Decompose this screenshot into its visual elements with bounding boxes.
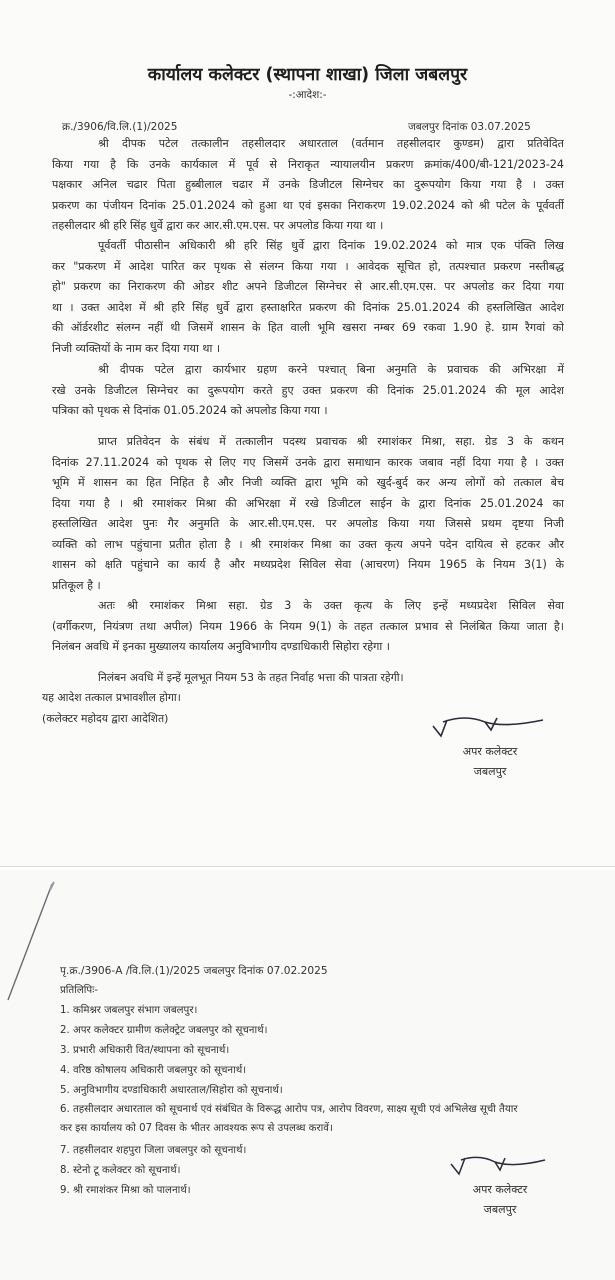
office-title: कार्यालय कलेक्टर (स्थापना शाखा) जिला जबलपुर (147, 65, 468, 85)
copy-list-item: 4. वरिष्ठ कोषालय अधिकारी जबलपुर को सूचनार्थ। (60, 1065, 247, 1076)
paragraph-1 (52, 134, 564, 237)
paragraph-line: पत्रिका को पृथक से दिनांक 01.05.2024 को अपलोड किया गया । (52, 404, 328, 417)
paragraph-line: था । उक्त आदेश में श्री हरि सिंह धुर्वे द्वारा हस्ताक्षरित प्रकरण की दिनांक 25.01.2024 की हस्तलिखित आदेश (52, 300, 564, 314)
paragraph-line: पूर्ववर्ती पीठासीन अधिकारी श्री हरि सिंह धुर्वे द्वारा दिनांक 19.02.2024 को मात्र एक पंक्ति लिख (98, 239, 564, 252)
signature-block (420, 712, 560, 782)
paragraph-line: हो" प्रकरण का निराकरण की ओडर शीट अपने डिजीटल सिग्नेचर से आर.सी.एम.एस. पर अपलोड कर दिया गया (52, 280, 564, 293)
paragraph-line: व्यक्ति को लाभ पहुंचाना प्रतीत होता है । श्री रमाशंकर मिश्रा का उक्त कृत्य अपने पदेन दायित्व से हटकर और (52, 537, 564, 551)
paragraph-line: प्रतिकूल है । (52, 578, 101, 592)
paragraph-line: दिया गया है । श्री रमाशंकर मिश्रा की अभिरक्षा में रखे डिजीटल साईन के द्वारा दिनांक 25.01.2024 का (52, 496, 564, 510)
ordered-by-note: (कलेक्टर महोदय द्वारा आदेशित) (42, 712, 169, 725)
signature-block-2 (440, 1152, 560, 1220)
paragraph-line: शासन को क्षति पहुंचाने का कार्य है और मध्यप्रदेश सिविल सेवा (आचरण) नियम 1965 के नियम 3(1) के (52, 558, 564, 571)
paragraph-line: अतः श्री रमाशंकर मिश्रा सहा. ग्रेड 3 के उक्त कृत्य के लिए इन्हें मध्यप्रदेश सिविल सेवा (98, 599, 564, 612)
copy-list-item: 3. प्रभारी अधिकारी वित/स्थापना को सूचनार्थ। (60, 1045, 230, 1056)
paragraph-line: रखे उनके डिजीटल सिग्नेचर का दुरूपयोग करते हुए उक्त प्रकरण की दिनांक 25.01.2024 की मूल आदेश (52, 383, 564, 397)
handwritten-signature (425, 712, 555, 742)
paragraph-line: निलंबन अवधि में इनका मुख्यालय कार्यालय अनुविभागीय दण्डाधिकारी सिहोरा रहेगा । (52, 640, 390, 653)
order-heading: -:आदेश:- (288, 89, 327, 101)
paragraph-line: निजी व्यक्तियों के नाम कर दिया गया था । (52, 341, 221, 355)
signatory-title: अपर कलेक्टर (472, 1183, 528, 1196)
paragraph-3 (52, 360, 564, 422)
effective-note: यह आदेश तत्काल प्रभावशील होगा। (42, 691, 181, 704)
copy-list-item: 7. तहसीलदार शहपुरा जिला जबलपुर को सूचनार्थ। (60, 1145, 247, 1156)
paragraph-5 (52, 596, 564, 658)
paragraph-line: भूमि में शासन का हित निहित है और निजी व्यक्ति द्वारा भूमि को खुर्द-बुर्द कर अन्य लोगों को तत्काल बेच (52, 476, 564, 489)
paragraph-line: किया गया है कि उनके कार्यकाल में पूर्व से निराकृत न्यायालयीन प्रकरण क्रमांक/400/बी-121/2023-24 (52, 157, 564, 171)
paragraph-line: दिनांक 27.11.2024 को पृथक से लिए गए जिसमें उनके द्वारा समाधान कारक जबाव नहीं दिया गया है । उक्त (52, 455, 564, 469)
paragraph-line: कर "प्रकरण में आदेश पारित कर पृथक से संलग्न किया गया । आवेदक सूचित हो, तत्पश्चात प्रकरण नस्तीबद्ध (52, 259, 564, 273)
subsistence-allowance-note: निलंबन अवधि में इन्हें मूलभूत नियम 53 के तहत निर्वाह भत्ता की पात्रता रहेगी। (98, 671, 404, 684)
paragraph-line: हस्तलिखित आदेश पुनः गैर अनुमति के आर.सी.एम.एस. पर अपलोड किया गया जिससे प्रथम दृष्टया निजी (52, 517, 564, 530)
copy-list-item: 5. अनुविभागीय दण्डाधिकारी अधारताल/सिहोरा को सूचनार्थ। (60, 1085, 283, 1096)
copy-list-item: 9. श्री रमाशंकर मिश्रा को पालनार्थ। (60, 1185, 191, 1196)
paragraph-line: (वर्गीकरण, नियंत्रण तथा अपील) नियम 1966 के नियम 9(1) के तहत तत्काल प्रभाव से निलंबित किया जाता है। (52, 619, 564, 633)
handwritten-signature (445, 1152, 555, 1180)
paragraph-line: पक्षकार अनिल चढार पिता हुब्बीलाल चढार में उनके डिजीटल सिग्नेचर का दुरूपयोग किया गया है । उक्त (52, 178, 564, 191)
copy-list-item: 1. कमिश्नर जबलपुर संभाग जबलपुर। (60, 1005, 198, 1016)
copy-list-item: 8. स्टेनो टू कलेक्टर को सूचनार्थ। (60, 1165, 181, 1176)
paragraph-line: तहसीलदार श्री हरि सिंह धुर्वे द्वारा कर आर.सी.एम.एस. पर अपलोड किया गया था । (52, 219, 384, 232)
paragraph-line: श्री दीपक पटेल तत्कालीन तहसीलदार अधारताल (वर्तमान तहसीलदार कुण्डम) द्वारा प्रतिवेदित (98, 137, 564, 150)
paragraph-2 (52, 236, 564, 359)
order-page-2 (0, 870, 615, 1280)
signatory-place: जबलपुर (473, 765, 507, 778)
endorsement-ref: पृ.क्र./3906-A /वि.लि.(1)/2025 जबलपुर दिनांक 07.02.2025 (60, 965, 328, 977)
pen-stroke-mark (0, 880, 60, 1020)
order-ref-number: क्र./3906/वि.लि.(1)/2025 (62, 121, 178, 133)
copy-to-heading: प्रतिलिपिः- (60, 985, 98, 996)
copy-list-item: 6. तहसीलदार अधारताल को सूचनार्थ एवं संबंधित के विरूद्ध आरोप पत्र, आरोप विवरण, साक्ष्य सूची एवं अभिलेख सूची तैयार कर इस कार्यालय को 07 दिवस के भीतर आवश्यक रूप से उपलब्ध करावें। (60, 1104, 518, 1134)
paragraph-line: प्रकरण का पंजीयन दिनांक 25.01.2024 को हुआ था एवं इसका निराकरण 19.02.2024 को श्री पटेल के पूर्ववर्ती (52, 198, 564, 212)
signatory-title: अपर कलेक्टर (462, 745, 518, 758)
paragraph-line: प्राप्त प्रतिवेदन के संबंध में तत्कालीन पदस्थ प्रवाचक श्री रमाशंकर मिश्रा, सहा. ग्रेड 3 के कथन (98, 435, 564, 448)
paragraph-line: श्री दीपक पटेल द्वारा कार्यभार ग्रहण करने पश्चात् बिना अनुमति के प्रवाचक की अभिरक्षा में (98, 363, 564, 376)
paragraph-line: की ऑर्डरशीट संलग्न नहीं थी जिसमें शासन के हित वाली भूमि खसरा नम्बर 69 रकवा 1.90 हे. ग्राम रैगवां को (52, 321, 564, 334)
order-ref-date: जबलपुर दिनांक 03.07.2025 (408, 121, 531, 133)
copy-list-item: 2. अपर कलेक्टर ग्रामीण कलेक्ट्रेट जबलपुर को सूचनार्थ। (60, 1025, 268, 1036)
signatory-place: जबलपुर (483, 1203, 517, 1216)
paragraph-4 (52, 432, 564, 596)
